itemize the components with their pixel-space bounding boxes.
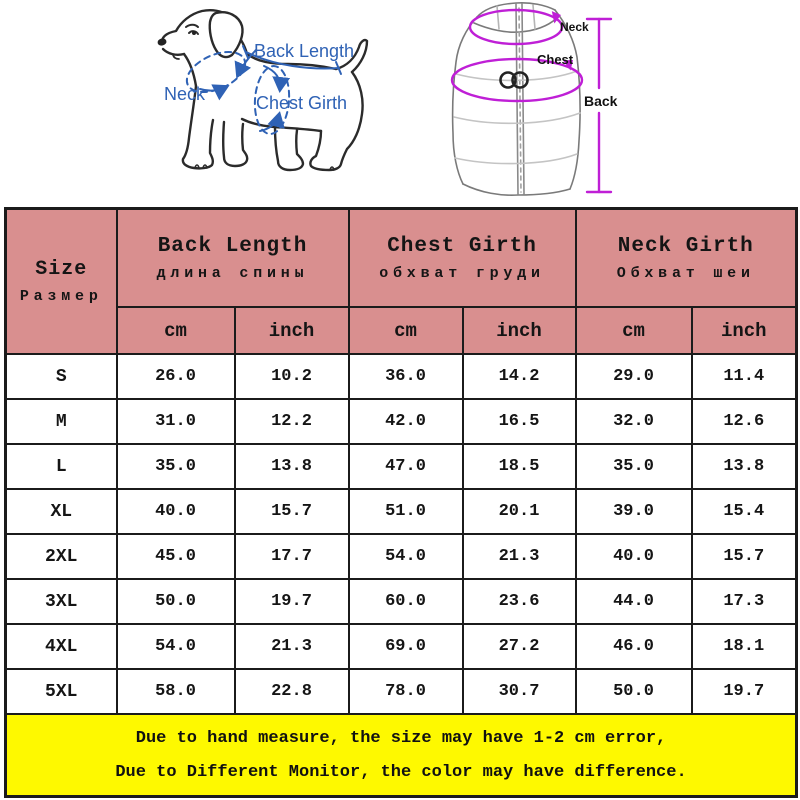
chest-girth-column-header [349,209,576,308]
table-row-5xl [6,669,797,714]
back-length-header-ru: длина спины [156,264,309,282]
value-cell: 44.0 [576,579,692,624]
back-length-label: Back Length [254,41,355,61]
value-cell: 23.6 [463,579,576,624]
value-cell: 50.0 [576,669,692,714]
value-cell: 13.8 [235,444,349,489]
value-cell: 35.0 [576,444,692,489]
vest-back-label: Back [584,93,618,109]
value-cell: 22.8 [235,669,349,714]
back-length-column-header [117,209,349,308]
value-cell: 40.0 [576,534,692,579]
value-cell: 46.0 [576,624,692,669]
value-cell: 54.0 [349,534,463,579]
table-row-m [6,399,797,444]
size-cell: XL [6,489,117,534]
value-cell: 21.3 [235,624,349,669]
size-header-en: Size [35,258,88,281]
value-cell: 50.0 [117,579,235,624]
size-column-header [6,209,117,355]
table-row-xl [6,489,797,534]
vest-chest-label: Chest [537,52,574,67]
dog-neck-label: Neck [164,84,206,104]
table-row-4xl [6,624,797,669]
unit-header-inch: inch [463,307,576,354]
disclaimer-cell [6,714,797,797]
unit-header-cm: cm [576,307,692,354]
vest-neck-label: Neck [560,20,589,34]
value-cell: 26.0 [117,354,235,399]
value-cell: 42.0 [349,399,463,444]
value-cell: 36.0 [349,354,463,399]
value-cell: 11.4 [692,354,797,399]
value-cell: 47.0 [349,444,463,489]
table-row-3xl [6,579,797,624]
vest-illustration [445,0,655,207]
value-cell: 10.2 [235,354,349,399]
size-header-ru: Размер [19,288,103,305]
value-cell: 31.0 [117,399,235,444]
value-cell: 15.7 [235,489,349,534]
size-cell: 3XL [6,579,117,624]
value-cell: 20.1 [463,489,576,534]
value-cell: 12.6 [692,399,797,444]
value-cell: 19.7 [692,669,797,714]
value-cell: 18.1 [692,624,797,669]
chest-girth-label: Chest Girth [256,93,348,113]
size-cell: 4XL [6,624,117,669]
unit-header-cm: cm [117,307,235,354]
neck-girth-header-ru: Обхват шеи [616,264,755,282]
disclaimer-line-1: Due to hand measure, the size may have 1-2 cm error, [135,728,667,748]
value-cell: 19.7 [235,579,349,624]
value-cell: 51.0 [349,489,463,534]
value-cell: 69.0 [349,624,463,669]
chest-girth-header-en: Chest Girth [387,234,537,258]
unit-header-cm: cm [349,307,463,354]
value-cell: 18.5 [463,444,576,489]
measurement-diagrams [0,0,800,207]
size-cell: L [6,444,117,489]
value-cell: 30.7 [463,669,576,714]
value-cell: 16.5 [463,399,576,444]
neck-girth-header-en: Neck Girth [617,234,754,258]
chest-girth-header-ru: обхват груди [379,264,545,282]
value-cell: 60.0 [349,579,463,624]
value-cell: 15.7 [692,534,797,579]
value-cell: 54.0 [117,624,235,669]
size-cell: M [6,399,117,444]
size-chart-table [4,207,798,798]
table-row-2xl [6,534,797,579]
value-cell: 78.0 [349,669,463,714]
size-cell: 2XL [6,534,117,579]
disclaimer-line-2: Due to Different Monitor, the color may have difference. [115,762,687,782]
disclaimer-row [6,714,797,797]
unit-header-inch: inch [692,307,797,354]
value-cell: 14.2 [463,354,576,399]
value-cell: 12.2 [235,399,349,444]
value-cell: 35.0 [117,444,235,489]
value-cell: 58.0 [117,669,235,714]
value-cell: 39.0 [576,489,692,534]
neck-girth-column-header [576,209,797,308]
value-cell: 15.4 [692,489,797,534]
value-cell: 17.7 [235,534,349,579]
back-length-header-en: Back Length [157,234,308,258]
size-cell: 5XL [6,669,117,714]
value-cell: 45.0 [117,534,235,579]
table-row-l [6,444,797,489]
value-cell: 13.8 [692,444,797,489]
unit-header-inch: inch [235,307,349,354]
value-cell: 21.3 [463,534,576,579]
value-cell: 32.0 [576,399,692,444]
size-cell: S [6,354,117,399]
value-cell: 27.2 [463,624,576,669]
table-row-s [6,354,797,399]
value-cell: 17.3 [692,579,797,624]
value-cell: 40.0 [117,489,235,534]
value-cell: 29.0 [576,354,692,399]
